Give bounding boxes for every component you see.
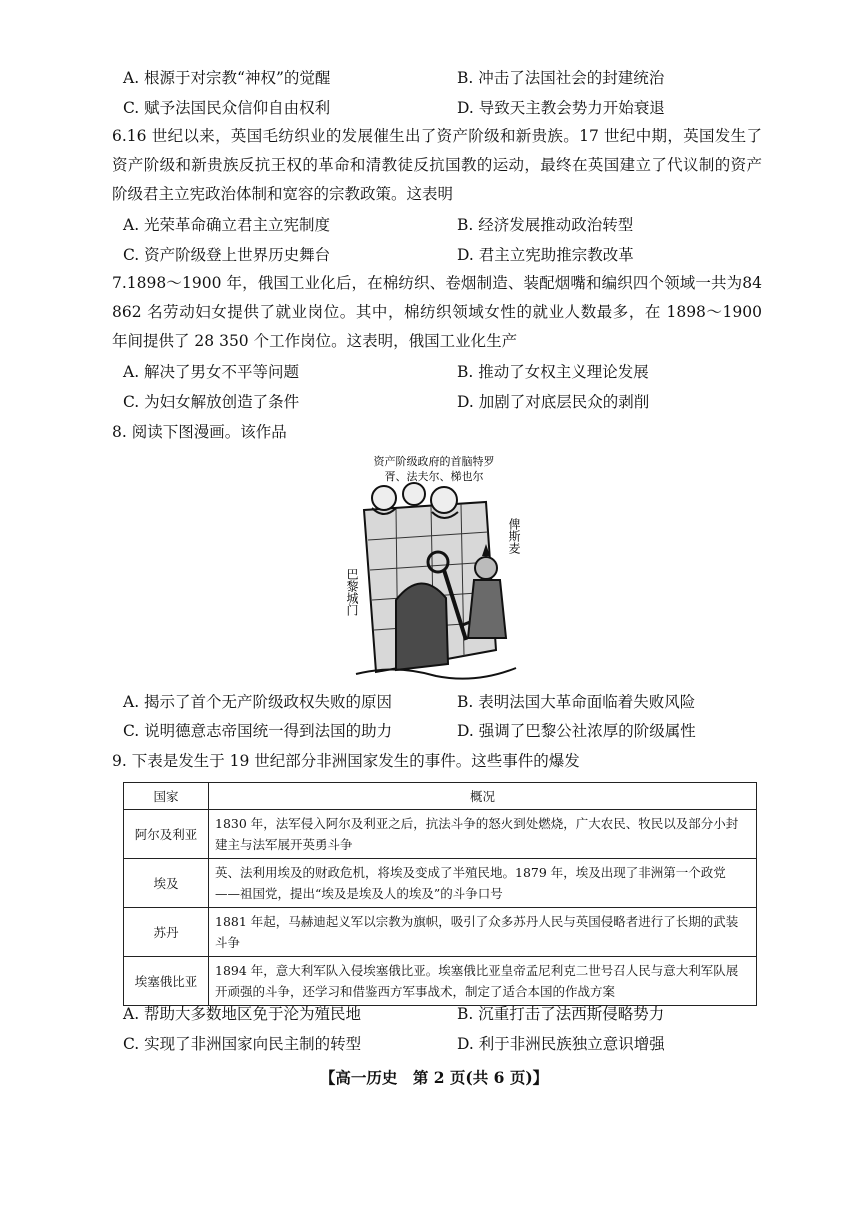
q7-option-c: C. 为妇女解放创造了条件 — [123, 393, 300, 411]
q8-option-c: C. 说明德意志帝国统一得到法国的助力 — [123, 722, 393, 740]
table-header-row — [124, 783, 757, 810]
table-cell-country: 埃及 — [124, 859, 209, 908]
table-cell-desc: 1881 年起，马赫迪起义军以宗教为旗帜，吸引了众多苏丹人民与英国侵略者进行了长期的武装斗争 — [209, 908, 757, 957]
q5-option-b: B. 冲击了法国社会的封建统治 — [457, 69, 665, 87]
table-cell-country: 埃塞俄比亚 — [124, 957, 209, 1006]
page-footer: 【高一历史 第 2 页(共 6 页)】 — [319, 1068, 549, 1087]
cartoon-label-left: 巴黎城门 — [345, 568, 359, 616]
events-table — [123, 782, 757, 1006]
table-cell-desc: 1894 年，意大利军队入侵埃塞俄比亚。埃塞俄比亚皇帝孟尼利克二世号召人民与意大利军队展开顽强的斗争，还学习和借鉴西方军事战术，制定了适合本国的作战方案 — [209, 957, 757, 1006]
q5-option-d: D. 导致天主教会势力开始衰退 — [457, 99, 665, 117]
q9-option-c: C. 实现了非洲国家向民主制的转型 — [123, 1035, 362, 1053]
q8-option-b: B. 表明法国大革命面临着失败风险 — [457, 693, 696, 711]
q8-option-d: D. 强调了巴黎公社浓厚的阶级属性 — [457, 722, 696, 740]
table-header-desc: 概况 — [209, 783, 757, 810]
table-row — [124, 957, 757, 1006]
q9-option-b: B. 沉重打击了法西斯侵略势力 — [457, 1005, 665, 1023]
table-row — [124, 810, 757, 859]
q6-option-a: A. 光荣革命确立君主立宪制度 — [123, 216, 331, 234]
cartoon-caption-1: 资产阶级政府的首脑特罗 — [373, 455, 495, 468]
q9-stem: 9. 下表是发生于 19 世纪部分非洲国家发生的事件。这些事件的爆发 — [112, 752, 580, 770]
q6-stem: 6.16 世纪以来，英国毛纺织业的发展催生出了资产阶级和新贵族。17 世纪中期，英国发生了资产阶级和新贵族反抗王权的革命和清教徒反抗国教的运动，最终在英国建立了代议制的资产阶级君主立宪政治体制和宽容的宗教政策。这表明 — [112, 127, 762, 203]
table-row — [124, 908, 757, 957]
table-header-country: 国家 — [124, 783, 209, 810]
q8-stem: 8. 阅读下图漫画。该作品 — [112, 423, 287, 441]
cartoon-label-right: 俾斯麦 — [507, 518, 521, 554]
q9-option-a: A. 帮助大多数地区免于沦为殖民地 — [123, 1005, 362, 1023]
q6-option-b: B. 经济发展推动政治转型 — [457, 216, 634, 234]
table-cell-country: 阿尔及利亚 — [124, 810, 209, 859]
q5-option-c: C. 赋予法国民众信仰自由权利 — [123, 99, 331, 117]
q6-option-c: C. 资产阶级登上世界历史舞台 — [123, 246, 331, 264]
q7-option-b: B. 推动了女权主义理论发展 — [457, 363, 649, 381]
q5-option-a: A. 根源于对宗教“神权”的觉醒 — [123, 69, 331, 87]
q8-option-a: A. 揭示了首个无产阶级政权失败的原因 — [123, 693, 393, 711]
table-row — [124, 859, 757, 908]
q7-option-a: A. 解决了男女不平等问题 — [123, 363, 300, 381]
q9-option-d: D. 利于非洲民族独立意识增强 — [457, 1035, 665, 1053]
cartoon-caption-2: 胥、法夫尔、梯也尔 — [384, 470, 484, 483]
political-cartoon — [336, 450, 532, 686]
table-cell-desc: 1830 年，法军侵入阿尔及利亚之后，抗法斗争的怒火到处燃烧，广大农民、牧民以及部分小封建主与法军展开英勇斗争 — [209, 810, 757, 859]
q6-option-d: D. 君主立宪助推宗教改革 — [457, 246, 634, 264]
q7-option-d: D. 加剧了对底层民众的剥削 — [457, 393, 650, 411]
table-cell-country: 苏丹 — [124, 908, 209, 957]
table-cell-desc: 英、法利用埃及的财政危机，将埃及变成了半殖民地。1879 年，埃及出现了非洲第一个政党——祖国党，提出“埃及是埃及人的埃及”的斗争口号 — [209, 859, 757, 908]
q7-stem: 7.1898～1900 年，俄国工业化后，在棉纺织、卷烟制造、装配烟嘴和编织四个领域一共为84 862 名劳动妇女提供了就业岗位。其中，棉纺织领域女性的就业人数最多，在 1898～1900 年间提供了 28 350 个工作岗位。这表明，俄国工业化生产 — [112, 274, 762, 350]
